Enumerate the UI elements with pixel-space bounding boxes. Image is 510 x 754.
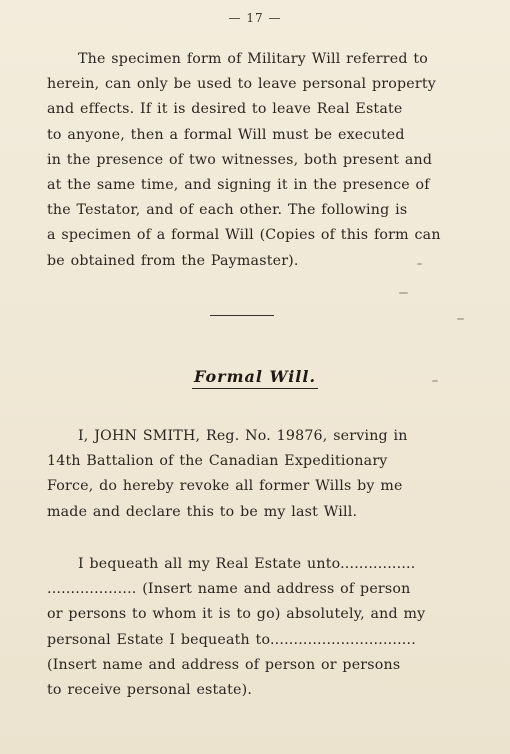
will-line: to receive personal estate). — [47, 682, 253, 699]
section-divider — [210, 315, 274, 316]
intro-line: The specimen form of Military Will referred to — [78, 51, 428, 67]
will-line: made and declare this to be my last Will. — [47, 503, 358, 520]
paper-speck — [432, 380, 438, 382]
intro-paragraph — [47, 47, 467, 274]
paper-speck — [417, 263, 422, 265]
page-number: — 17 — — [228, 11, 282, 25]
will-line: I, JOHN SMITH, Reg. No. 19876, serving in — [78, 428, 408, 444]
intro-line: at the same time, and signing it in the presence of — [47, 177, 430, 194]
will-bequest-paragraph — [47, 552, 467, 703]
intro-line: be obtained from the Paymaster). — [47, 252, 299, 269]
will-line: or persons to whom it is to go) absolutely, and my — [47, 606, 426, 623]
intro-line: and effects. If it is desired to leave Real Estate — [47, 101, 403, 118]
will-line: ................... (Insert name and address of person — [47, 581, 411, 598]
will-line: (Insert name and address of person or persons — [47, 656, 401, 673]
will-line: Force, do hereby revoke all former Wills by me — [47, 478, 403, 495]
paper-speck — [457, 318, 464, 320]
intro-line: a specimen of a formal Will (Copies of this form can — [47, 227, 441, 244]
intro-line: the Testator, and of each other. The following is — [47, 202, 408, 219]
paper-speck — [399, 292, 408, 294]
intro-line: to anyone, then a formal Will must be executed — [47, 126, 405, 143]
section-heading: Formal Will. — [192, 367, 318, 389]
intro-line: in the presence of two witnesses, both present and — [47, 151, 433, 168]
will-line: I bequeath all my Real Estate unto................ — [78, 556, 416, 572]
will-line: 14th Battalion of the Canadian Expeditionary — [47, 453, 388, 470]
section-heading-wrapper — [0, 367, 510, 389]
intro-line: herein, can only be used to leave personal property — [47, 76, 436, 93]
will-declaration-paragraph — [47, 424, 467, 525]
will-line: personal Estate I bequeath to............................... — [47, 631, 416, 648]
